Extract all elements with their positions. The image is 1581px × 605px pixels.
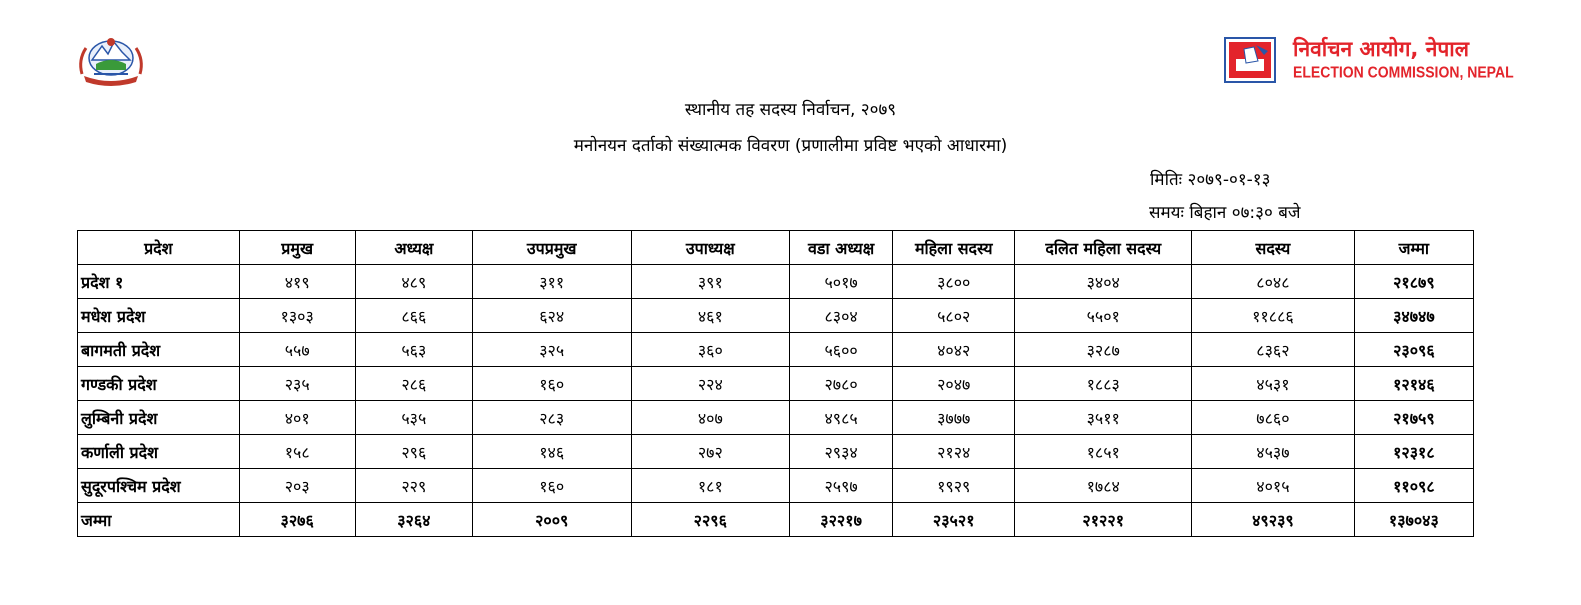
count-cell: ४०१ [239, 401, 355, 435]
count-cell: २२९६ [631, 503, 790, 537]
column-header: महिला सदस्य [893, 231, 1015, 265]
count-cell: २१२४ [893, 435, 1015, 469]
count-cell: ३२७६ [239, 503, 355, 537]
column-header: सदस्य [1192, 231, 1355, 265]
province-name-cell: सुदूरपश्चिम प्रदेश [78, 469, 240, 503]
count-cell: १८८३ [1015, 367, 1192, 401]
count-cell: ५५७ [239, 333, 355, 367]
count-cell: ४८९ [355, 265, 472, 299]
count-cell: ८३६२ [1192, 333, 1355, 367]
column-header: प्रदेश [78, 231, 240, 265]
count-cell: २३५२१ [893, 503, 1015, 537]
count-cell: २९३४ [790, 435, 893, 469]
election-commission-name [1293, 36, 1514, 80]
column-header: प्रमुख [239, 231, 355, 265]
row-total-cell: २३०९६ [1354, 333, 1473, 367]
count-cell: १४६ [472, 435, 631, 469]
column-header: जम्मा [1354, 231, 1473, 265]
count-cell: ४०७ [631, 401, 790, 435]
document-title: स्थानीय तह सदस्य निर्वाचन, २०७९ [684, 100, 897, 120]
count-cell: ४०४२ [893, 333, 1015, 367]
column-header: अध्यक्ष [355, 231, 472, 265]
count-cell: ३५११ [1015, 401, 1192, 435]
count-cell: १६० [472, 367, 631, 401]
count-cell: २७८० [790, 367, 893, 401]
count-cell: ८६६ [355, 299, 472, 333]
table-row [78, 265, 1474, 299]
nomination-table [77, 230, 1474, 537]
count-cell: ३२२१७ [790, 503, 893, 537]
column-header: दलित महिला सदस्य [1015, 231, 1192, 265]
row-total-cell: ११०९८ [1354, 469, 1473, 503]
count-cell: ६२४ [472, 299, 631, 333]
province-name-cell: गण्डकी प्रदेश [78, 367, 240, 401]
count-cell: ५६०० [790, 333, 893, 367]
table-row [78, 299, 1474, 333]
province-name-cell: कर्णाली प्रदेश [78, 435, 240, 469]
row-total-cell: १३७०४३ [1354, 503, 1473, 537]
count-cell: ३४०४ [1015, 265, 1192, 299]
column-header: उपाध्यक्ष [631, 231, 790, 265]
province-name-cell: जम्मा [78, 503, 240, 537]
row-total-cell: १२३१८ [1354, 435, 1473, 469]
count-cell: ८३०४ [790, 299, 893, 333]
count-cell: ३२८७ [1015, 333, 1192, 367]
count-cell: २५९७ [790, 469, 893, 503]
row-total-cell: २१८७९ [1354, 265, 1473, 299]
org-name-english: ELECTION COMMISSION, NEPAL [1293, 63, 1514, 81]
count-cell: २२४ [631, 367, 790, 401]
count-cell: २८३ [472, 401, 631, 435]
report-date: मितिः २०७९-०१-१३ [1150, 170, 1271, 190]
count-cell: १३०३ [239, 299, 355, 333]
count-cell: २७२ [631, 435, 790, 469]
count-cell: १५८ [239, 435, 355, 469]
count-cell: ५३५ [355, 401, 472, 435]
count-cell: २०४७ [893, 367, 1015, 401]
count-cell: ५५०१ [1015, 299, 1192, 333]
count-cell: २००९ [472, 503, 631, 537]
count-cell: ५०१७ [790, 265, 893, 299]
org-name-nepali: निर्वाचन आयोग, नेपाल [1293, 37, 1469, 61]
table-row [78, 435, 1474, 469]
document-subtitle: मनोनयन दर्ताको संख्यात्मक विवरण (प्रणालीमा प्रविष्ट भएको आधारमा) [573, 136, 1008, 156]
count-cell: ३९१ [631, 265, 790, 299]
table-row [78, 401, 1474, 435]
count-cell: ४९८५ [790, 401, 893, 435]
nepal-emblem-icon [74, 30, 148, 90]
row-total-cell: १२१४६ [1354, 367, 1473, 401]
count-cell: २३५ [239, 367, 355, 401]
table-row [78, 333, 1474, 367]
province-name-cell: बागमती प्रदेश [78, 333, 240, 367]
count-cell: ४०१५ [1192, 469, 1355, 503]
count-cell: ७८६० [1192, 401, 1355, 435]
count-cell: ५६३ [355, 333, 472, 367]
table-total-row [78, 503, 1474, 537]
column-header: वडा अध्यक्ष [790, 231, 893, 265]
count-cell: २१२२१ [1015, 503, 1192, 537]
count-cell: ४५३१ [1192, 367, 1355, 401]
count-cell: ५८०२ [893, 299, 1015, 333]
report-time: समयः बिहान ०७:३० बजे [1149, 203, 1301, 223]
count-cell: ३२५ [472, 333, 631, 367]
table-header-row [78, 231, 1474, 265]
count-cell: २८६ [355, 367, 472, 401]
table-body [78, 265, 1474, 537]
count-cell: १८५१ [1015, 435, 1192, 469]
count-cell: ४९२३९ [1192, 503, 1355, 537]
count-cell: १८१ [631, 469, 790, 503]
count-cell: २२९ [355, 469, 472, 503]
count-cell: ३६० [631, 333, 790, 367]
count-cell: ८०४८ [1192, 265, 1355, 299]
table-row [78, 469, 1474, 503]
count-cell: १९२९ [893, 469, 1015, 503]
province-name-cell: मधेश प्रदेश [78, 299, 240, 333]
count-cell: ३८०० [893, 265, 1015, 299]
province-name-cell: प्रदेश १ [78, 265, 240, 299]
table-row [78, 367, 1474, 401]
count-cell: २९६ [355, 435, 472, 469]
count-cell: ३२६४ [355, 503, 472, 537]
count-cell: ४६१ [631, 299, 790, 333]
count-cell: १७८४ [1015, 469, 1192, 503]
count-cell: २०३ [239, 469, 355, 503]
row-total-cell: ३४७४७ [1354, 299, 1473, 333]
count-cell: ११८८६ [1192, 299, 1355, 333]
count-cell: ३७७७ [893, 401, 1015, 435]
province-name-cell: लुम्बिनी प्रदेश [78, 401, 240, 435]
count-cell: ३११ [472, 265, 631, 299]
column-header: उपप्रमुख [472, 231, 631, 265]
count-cell: ४५३७ [1192, 435, 1355, 469]
election-commission-logo-icon [1224, 37, 1276, 83]
count-cell: १६० [472, 469, 631, 503]
row-total-cell: २१७५९ [1354, 401, 1473, 435]
count-cell: ४१९ [239, 265, 355, 299]
